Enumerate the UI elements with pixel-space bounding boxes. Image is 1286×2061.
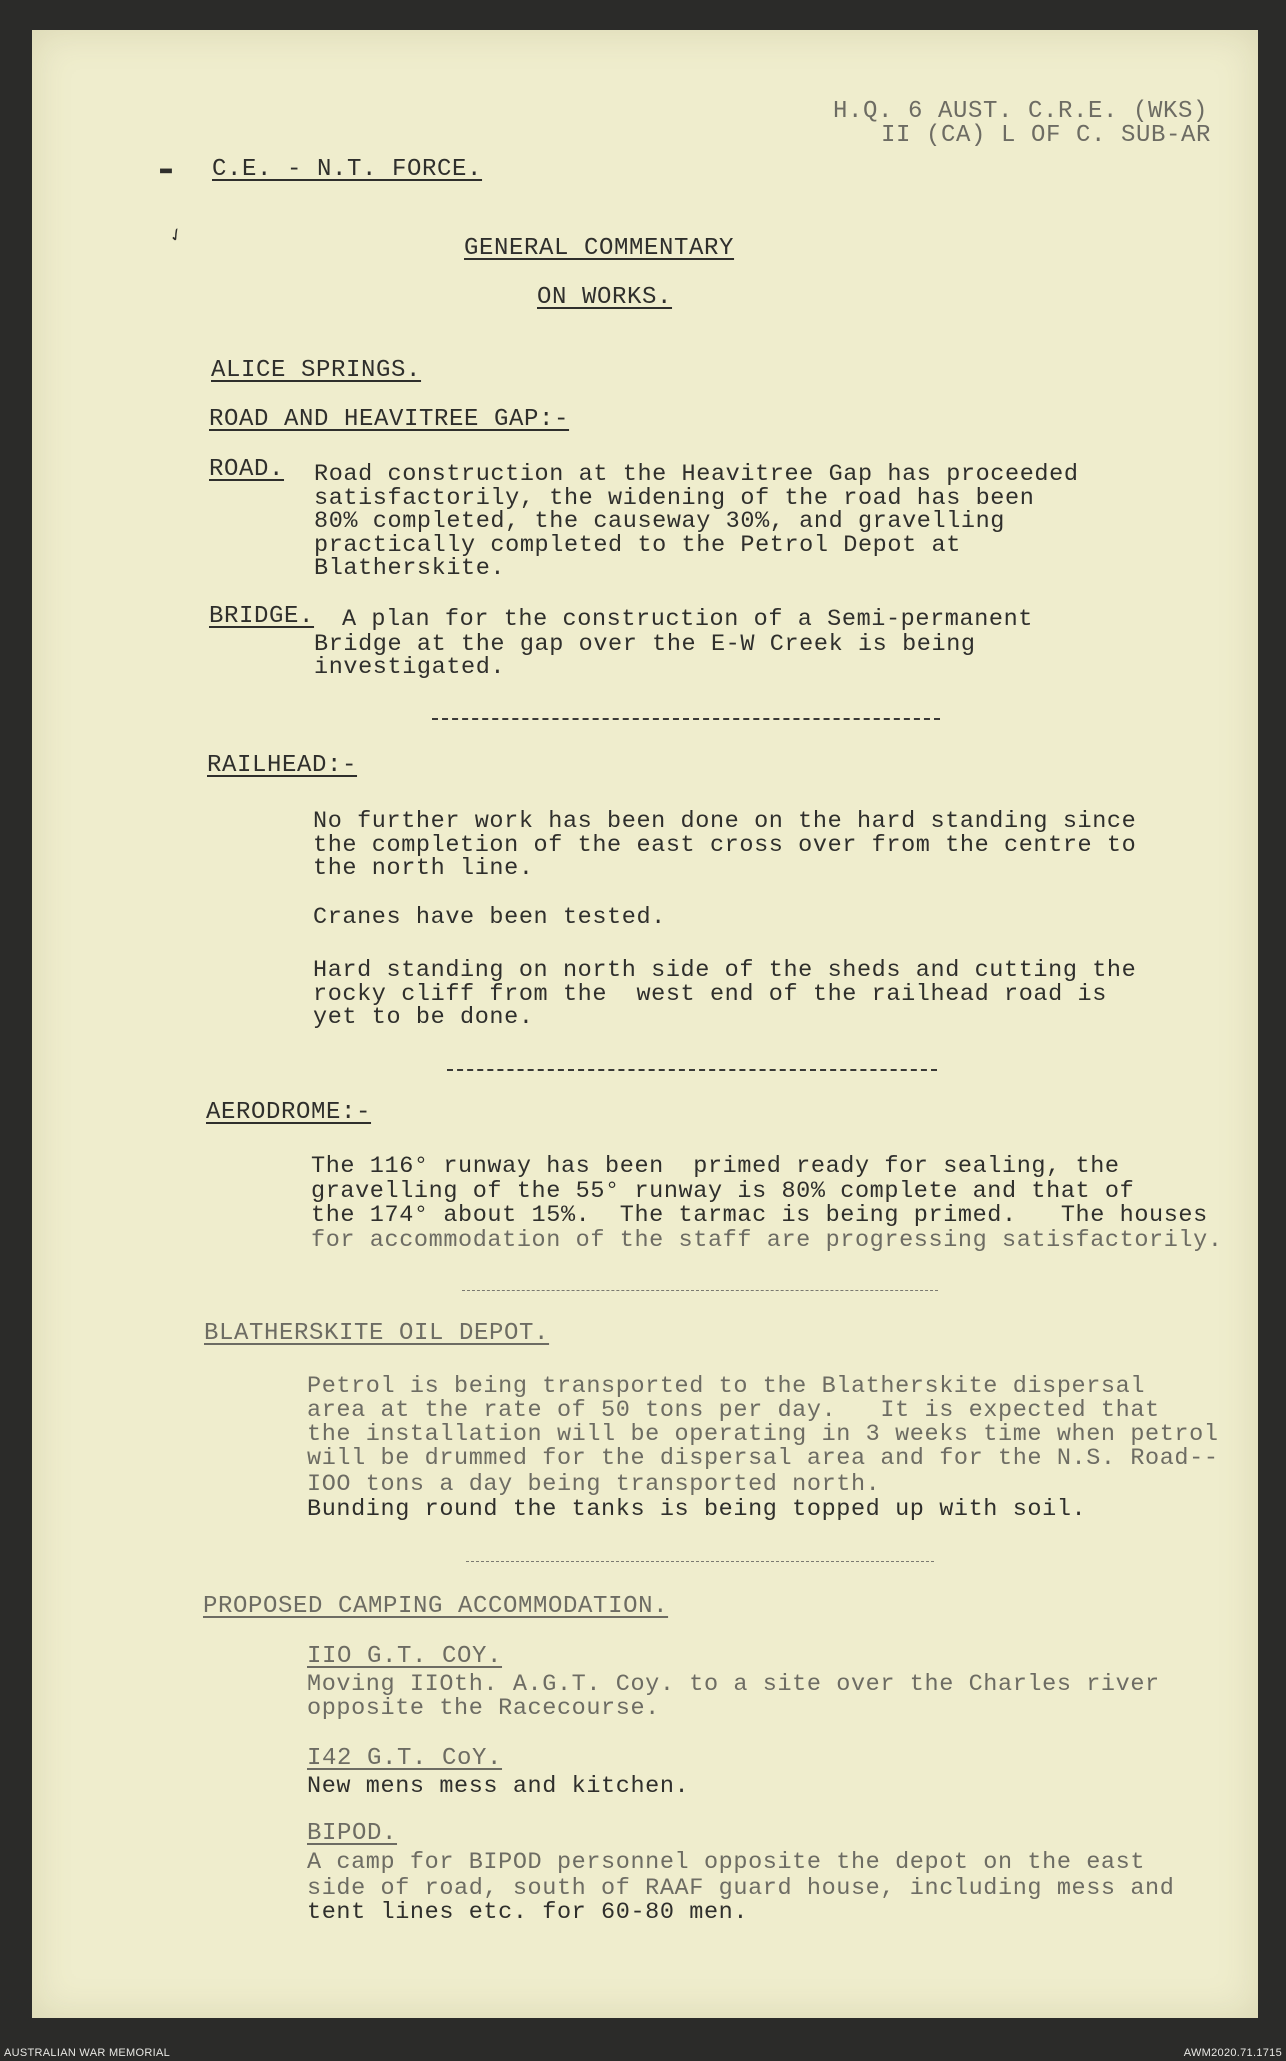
title-line-2: ON WORKS.	[537, 284, 673, 311]
bipod-line: tent lines etc. for 60-80 men.	[307, 1899, 749, 1926]
section-heading-oil-depot: BLATHERSKITE OIL DEPOT.	[204, 1320, 550, 1347]
railhead-line: No further work has been done on the hard standing since	[313, 808, 1137, 835]
bipod-label: BIPOD.	[307, 1820, 398, 1847]
aerodrome-line: The 116° runway has been primed ready for sealing, the	[311, 1153, 1120, 1180]
railhead-line: the completion of the east cross over from the centre to	[313, 832, 1137, 859]
pencil-tick-mark: ▬	[160, 158, 173, 181]
bridge-line: Bridge at the gap over the E-W Creek is being	[314, 631, 976, 658]
addressee: C.E. - N.T. FORCE.	[212, 156, 483, 183]
subheading-road-heavitree-gap: ROAD AND HEAVITREE GAP:-	[209, 406, 570, 433]
section-divider	[432, 718, 940, 720]
oil-depot-line: will be drummed for the dispersal area and for the N.S. Road--	[307, 1445, 1219, 1472]
oil-depot-line: Bunding round the tanks is being topped up with soil.	[307, 1496, 1087, 1523]
gt110-line: opposite the Racecourse.	[307, 1695, 660, 1722]
section-heading-alice-springs: ALICE SPRINGS.	[211, 357, 422, 384]
railhead-line: rocky cliff from the west end of the railhead road is	[313, 981, 1107, 1008]
railhead-line: the north line.	[313, 855, 534, 882]
bipod-line: A camp for BIPOD personnel opposite the depot on the east	[307, 1849, 1146, 1876]
road-label: ROAD.	[209, 456, 285, 483]
aerodrome-line: the 174° about 15%. The tarmac is being primed. The houses	[311, 1202, 1208, 1229]
oil-depot-line: Petrol is being transported to the Blatherskite dispersal	[307, 1373, 1146, 1400]
road-line: satisfactorily, the widening of the road has been	[314, 485, 1035, 512]
aerodrome-line: gravelling of the 55° runway is 80% complete and that of	[311, 1178, 1135, 1205]
gt110-line: Moving IIOth. A.G.T. Coy. to a site over the Charles river	[307, 1671, 1160, 1698]
section-divider	[447, 1069, 937, 1071]
pencil-check-mark: ✓	[165, 223, 188, 250]
unit-line-1: H.Q. 6 AUST. C.R.E. (WKS)	[833, 98, 1209, 125]
road-line: practically completed to the Petrol Depot at	[314, 532, 961, 559]
railhead-line: yet to be done.	[313, 1004, 534, 1031]
title-line-1: GENERAL COMMENTARY	[464, 235, 735, 262]
section-divider	[462, 1290, 938, 1291]
section-heading-railhead: RAILHEAD:-	[207, 752, 358, 779]
oil-depot-line: area at the rate of 50 tons per day. It is expected that	[307, 1397, 1160, 1424]
unit-line-2: II (CA) L OF C. SUB-AR	[881, 122, 1212, 149]
road-line: Road construction at the Heavitree Gap has proceeded	[314, 461, 1079, 488]
railhead-line: Cranes have been tested.	[313, 904, 666, 931]
footer-archive-name: AUSTRALIAN WAR MEMORIAL	[4, 2047, 171, 2059]
oil-depot-line: IOO tons a day being transported north.	[307, 1471, 881, 1498]
bridge-line: investigated.	[314, 654, 506, 681]
bipod-line: side of road, south of RAAF guard house, including mess and	[307, 1875, 1175, 1902]
gt142-line: New mens mess and kitchen.	[307, 1773, 690, 1800]
aerodrome-line: for accommodation of the staff are progressing satisfactorily.	[311, 1227, 1223, 1254]
section-heading-aerodrome: AERODROME:-	[206, 1099, 372, 1126]
footer-item-id: AWM2020.71.1715	[1183, 2047, 1282, 2059]
gt142-label: I42 G.T. CoY.	[307, 1745, 503, 1772]
railhead-line: Hard standing on north side of the sheds and cutting the	[313, 957, 1137, 984]
section-divider	[466, 1561, 934, 1562]
road-line: Blatherskite.	[314, 555, 506, 582]
road-line: 80% completed, the causeway 30%, and gravelling	[314, 508, 1006, 535]
gt110-label: IIO G.T. COY.	[307, 1643, 503, 1670]
bridge-line: A plan for the construction of a Semi-permanent	[342, 606, 1034, 633]
section-heading-camping: PROPOSED CAMPING ACCOMMODATION.	[203, 1593, 669, 1620]
bridge-label: BRIDGE.	[209, 603, 315, 630]
oil-depot-line: the installation will be operating in 3 weeks time when petrol	[307, 1421, 1219, 1448]
